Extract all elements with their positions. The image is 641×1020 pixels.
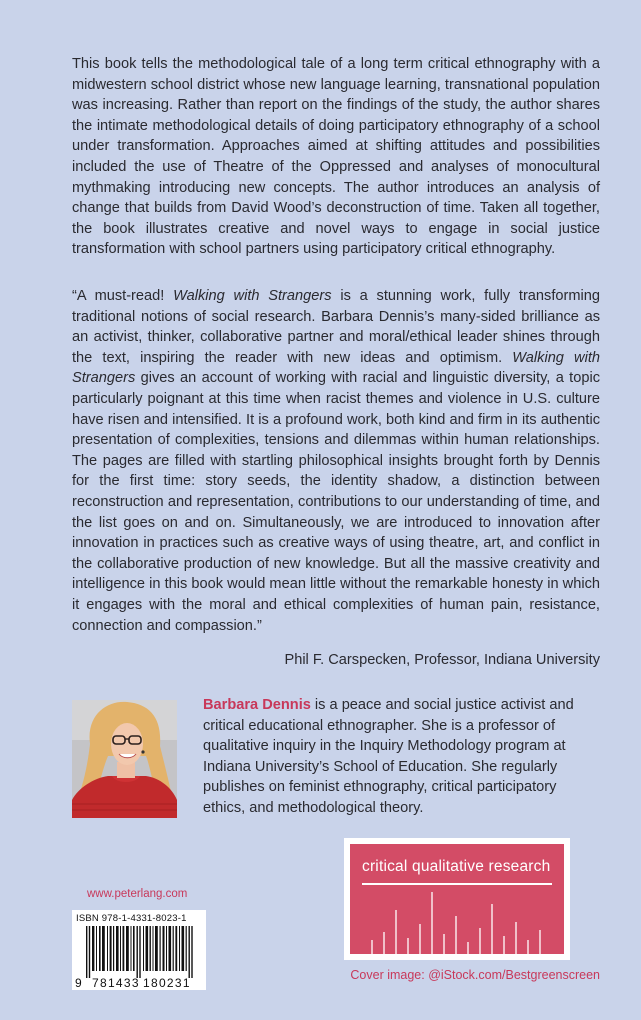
review-text: gives an account of working with racial and linguistic diversity, a topic particularly poignant at this time when racist themes and violence in U.S. culture have risen and intensified. It is a profound work, both kind and firm in its authentic presentation of complexities, tensions and dilemmas within human relationships. The pages are filled with startling philosophical insights brought forth by Dennis for the first time: story seeds, the identity shadow, a distinction between reconstruction and representation, contributions to our understanding of time, and the list goes on and on. Simultaneously, we are introduced to innovation after innovation in practices such as creative ways of using theatre, art, and conflict in the collaborative production of new knowledge. But all the massive creativity and intelligence in this book would mean little without the remarkable honesty in which it engages with the moral and ethical complexities of human pain, resistance, connection and compassion.” bbox=[72, 370, 600, 634]
review-text: “A must-read! bbox=[72, 288, 174, 304]
author-name: Barbara Dennis bbox=[203, 697, 311, 713]
barcode-first-digit: 9 bbox=[75, 976, 82, 990]
series-logo bbox=[344, 838, 570, 960]
publisher-url[interactable]: www.peterlang.com bbox=[87, 888, 188, 900]
barcode-graphic bbox=[72, 910, 206, 990]
author-bio bbox=[203, 695, 600, 819]
isbn-label: ISBN 978-1-4331-8023-1 bbox=[76, 913, 187, 924]
review-quote bbox=[72, 286, 600, 636]
cover-image-credit: Cover image: @iStock.com/Bestgreenscreen bbox=[350, 968, 600, 982]
review-attribution: Phil F. Carspecken, Professor, Indiana University bbox=[284, 652, 600, 668]
barcode-left-digits: 781433 bbox=[92, 976, 140, 990]
review-text: is a stunning work, fully transforming traditional notions of social research. Barbara Dennis’s many-sided brilliance as an activist, thinker, collaborative partner and moral/ethical leader shines through the text, inspiring the reader with new ideas and optimism. bbox=[72, 288, 600, 366]
review-book-title: Walking with Strangers bbox=[173, 288, 332, 304]
barcode-right-digits: 180231 bbox=[143, 976, 191, 990]
isbn-barcode bbox=[72, 910, 206, 990]
author-photo bbox=[72, 700, 177, 818]
series-title: critical qualitative research bbox=[362, 858, 551, 875]
author-bio-text: is a peace and social justice activist and critical educational ethnographer. She is a professor of qualitative inquiry in the Inquiry Methodology program at Indiana University’s School of Education. She regularly publishes on feminist ethnography, critical participatory ethics, and methodological theory. bbox=[203, 697, 574, 816]
series-bars-graphic bbox=[350, 844, 564, 954]
book-description: This book tells the methodological tale of a long term critical ethnography with a midwestern school district whose new language learning, transnational population was increasing. Rather than report on the findings of the study, the author shares the intimate methodological details of doing participatory ethnography of a school under transformation. Approaches aimed at shifting attitudes and possibilities included the use of Theatre of the Oppressed and analyses of monocultural mythmaking introducing new concepts. The author introduces an analysis of change that builds from David Wood’s deconstruction of time. Taken all together, the book illustrates creative and novel ways to engage in social justice transformation with school partners using participatory critical ethnography. bbox=[72, 56, 600, 258]
review-book-title: Walking with Strangers bbox=[72, 349, 600, 387]
